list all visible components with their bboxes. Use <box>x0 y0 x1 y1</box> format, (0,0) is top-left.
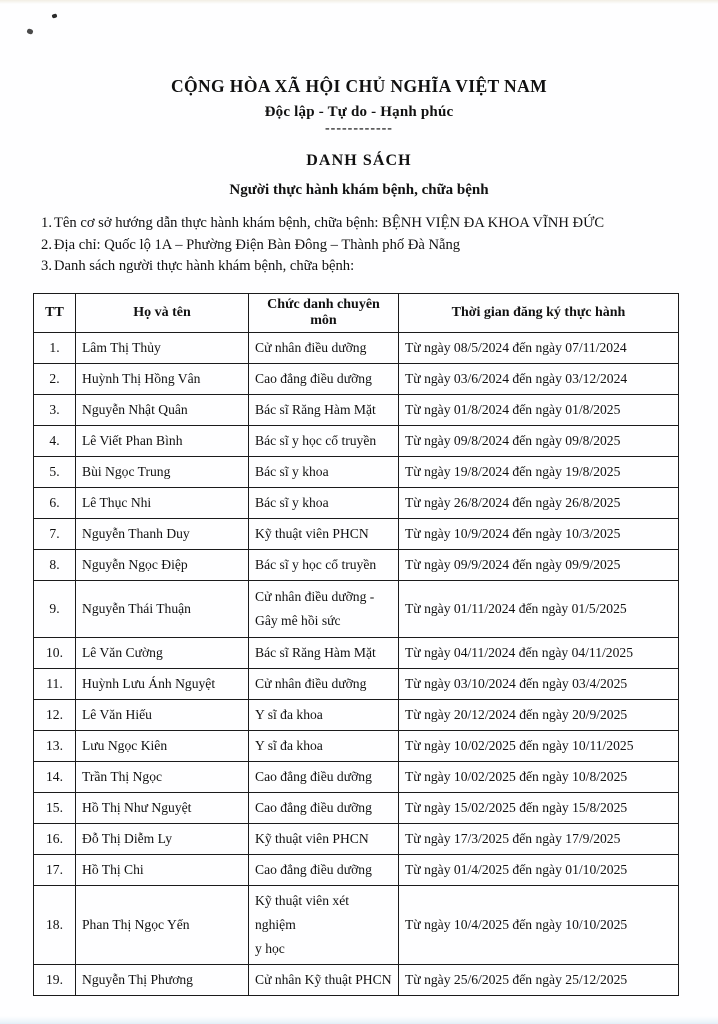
table-row <box>34 731 679 762</box>
role-line: Kỹ thuật viên xét nghiệm <box>255 893 350 932</box>
intro-list-item <box>41 213 690 234</box>
cell-period: Từ ngày 09/8/2024 đến ngày 09/8/2025 <box>399 426 679 457</box>
cell-period: Từ ngày 19/8/2024 đến ngày 19/8/2025 <box>399 457 679 488</box>
cell-period: Từ ngày 01/4/2025 đến ngày 01/10/2025 <box>399 855 679 886</box>
table-row <box>34 964 679 995</box>
intro-list-item <box>41 235 690 256</box>
column-header-time: Thời gian đăng ký thực hành <box>399 294 679 333</box>
cell-period: Từ ngày 01/11/2024 đến ngày 01/5/2025 <box>399 581 679 638</box>
cell-full-name: Đỗ Thị Diễm Ly <box>76 824 249 855</box>
cell-role: Bác sĩ Răng Hàm Mặt <box>249 638 399 669</box>
table-row <box>34 519 679 550</box>
intro-item-text: Địa chỉ: Quốc lộ 1A – Phường Điện Bàn Đông – Thành phố Đà Nẵng <box>54 236 461 253</box>
table-row <box>34 762 679 793</box>
cell-full-name: Lê Văn Hiếu <box>76 700 249 731</box>
role-line: Cử nhân điều dưỡng - <box>255 589 375 605</box>
cell-full-name: Nguyễn Nhật Quân <box>76 395 249 426</box>
cell-role: Cử nhân điều dưỡng <box>249 669 399 700</box>
cell-index: 3. <box>34 395 76 426</box>
practitioner-table <box>33 293 679 995</box>
table-row <box>34 886 679 964</box>
cell-full-name: Lâm Thị Thủy <box>76 333 249 364</box>
role-line: y học <box>255 940 285 956</box>
table-row <box>34 855 679 886</box>
table-header-row <box>34 294 679 333</box>
table-row <box>34 457 679 488</box>
cell-role: Y sĩ đa khoa <box>249 700 399 731</box>
cell-full-name: Lê Thục Nhi <box>76 488 249 519</box>
cell-period: Từ ngày 09/9/2024 đến ngày 09/9/2025 <box>399 550 679 581</box>
table-row <box>34 669 679 700</box>
cell-role: Cử nhân Kỹ thuật PHCN <box>249 964 399 995</box>
cell-index: 1. <box>34 333 76 364</box>
table-row <box>34 793 679 824</box>
cell-index: 4. <box>34 426 76 457</box>
table-row <box>34 426 679 457</box>
cell-role: Kỹ thuật viên PHCN <box>249 519 399 550</box>
cell-period: Từ ngày 10/02/2025 đến ngày 10/8/2025 <box>399 762 679 793</box>
cell-role: Kỹ thuật viên PHCN <box>249 824 399 855</box>
cell-index: 14. <box>34 762 76 793</box>
role-line: Gây mê hồi sức <box>255 613 341 629</box>
cell-index: 15. <box>34 793 76 824</box>
page-title: DANH SÁCH <box>306 152 412 169</box>
cell-full-name: Nguyễn Thị Phương <box>76 964 249 995</box>
cell-index: 19. <box>34 964 76 995</box>
cell-period: Từ ngày 10/02/2025 đến ngày 10/11/2025 <box>399 731 679 762</box>
table-row <box>34 364 679 395</box>
cell-role: Cao đẳng điều dưỡng <box>249 762 399 793</box>
cell-role: Cao đẳng điều dưỡng <box>249 364 399 395</box>
column-header-tt: TT <box>34 294 76 333</box>
cell-index: 5. <box>34 457 76 488</box>
national-title: CỘNG HÒA XÃ HỘI CHỦ NGHĨA VIỆT NAM <box>170 76 548 96</box>
cell-full-name: Lê Viết Phan Bình <box>76 426 249 457</box>
divider-dashes: ------------ <box>325 121 393 136</box>
cell-role <box>249 581 399 638</box>
cell-role: Bác sĩ Răng Hàm Mặt <box>249 395 399 426</box>
cell-index: 6. <box>34 488 76 519</box>
cell-index: 8. <box>34 550 76 581</box>
cell-period: Từ ngày 03/6/2024 đến ngày 03/12/2024 <box>399 364 679 395</box>
cell-index: 9. <box>34 581 76 638</box>
column-header-name: Họ và tên <box>76 294 249 333</box>
table-row <box>34 395 679 426</box>
cell-period: Từ ngày 10/9/2024 đến ngày 10/3/2025 <box>399 519 679 550</box>
cell-period: Từ ngày 08/5/2024 đến ngày 07/11/2024 <box>399 333 679 364</box>
cell-role: Bác sĩ y học cổ truyền <box>249 426 399 457</box>
cell-full-name: Nguyễn Ngọc Điệp <box>76 550 249 581</box>
intro-item-marker: 2. <box>41 236 52 253</box>
table-row <box>34 333 679 364</box>
column-header-role: Chức danh chuyên môn <box>249 294 399 333</box>
national-motto: Độc lập - Tự do - Hạnh phúc <box>264 104 454 120</box>
intro-item-text: Tên cơ sở hướng dẫn thực hành khám bệnh, chữa bệnh: BỆNH VIỆN ĐA KHOA VĨNH ĐỨC <box>54 215 605 231</box>
cell-role: Cao đẳng điều dưỡng <box>249 855 399 886</box>
intro-item-text: Danh sách người thực hành khám bệnh, chữa bệnh: <box>54 258 355 275</box>
page-subtitle: Người thực hành khám bệnh, chữa bệnh <box>229 182 489 198</box>
cell-period: Từ ngày 25/6/2025 đến ngày 25/12/2025 <box>399 964 679 995</box>
intro-list <box>0 213 718 277</box>
cell-full-name: Nguyễn Thanh Duy <box>76 519 249 550</box>
cell-period: Từ ngày 01/8/2024 đến ngày 01/8/2025 <box>399 395 679 426</box>
cell-full-name: Bùi Ngọc Trung <box>76 457 249 488</box>
intro-item-marker: 3. <box>41 258 52 275</box>
cell-role: Y sĩ đa khoa <box>249 731 399 762</box>
cell-period: Từ ngày 03/10/2024 đến ngày 03/4/2025 <box>399 669 679 700</box>
cell-index: 18. <box>34 886 76 964</box>
cell-full-name: Hồ Thị Như Nguyệt <box>76 793 249 824</box>
cell-index: 13. <box>34 731 76 762</box>
cell-period: Từ ngày 15/02/2025 đến ngày 15/8/2025 <box>399 793 679 824</box>
cell-full-name: Lưu Ngọc Kiên <box>76 731 249 762</box>
table-row <box>34 700 679 731</box>
table-row <box>34 550 679 581</box>
cell-index: 12. <box>34 700 76 731</box>
cell-period: Từ ngày 26/8/2024 đến ngày 26/8/2025 <box>399 488 679 519</box>
cell-full-name: Lê Văn Cường <box>76 638 249 669</box>
table-row <box>34 638 679 669</box>
cell-period: Từ ngày 10/4/2025 đến ngày 10/10/2025 <box>399 886 679 964</box>
table-row <box>34 824 679 855</box>
cell-index: 7. <box>34 519 76 550</box>
cell-full-name: Nguyễn Thái Thuận <box>76 581 249 638</box>
cell-full-name: Trần Thị Ngọc <box>76 762 249 793</box>
cell-role: Cử nhân điều dưỡng <box>249 333 399 364</box>
cell-period: Từ ngày 17/3/2025 đến ngày 17/9/2025 <box>399 824 679 855</box>
cell-index: 2. <box>34 364 76 395</box>
cell-index: 10. <box>34 638 76 669</box>
cell-role: Cao đẳng điều dưỡng <box>249 793 399 824</box>
cell-role: Bác sĩ y khoa <box>249 457 399 488</box>
cell-full-name: Hồ Thị Chi <box>76 855 249 886</box>
cell-full-name: Phan Thị Ngọc Yến <box>76 886 249 964</box>
intro-item-marker: 1. <box>41 215 52 231</box>
cell-full-name: Huỳnh Thị Hồng Vân <box>76 364 249 395</box>
intro-list-item <box>41 256 690 277</box>
cell-period: Từ ngày 20/12/2024 đến ngày 20/9/2025 <box>399 700 679 731</box>
table-row <box>34 581 679 638</box>
cell-index: 17. <box>34 855 76 886</box>
cell-full-name: Huỳnh Lưu Ánh Nguyệt <box>76 669 249 700</box>
cell-role <box>249 886 399 964</box>
cell-period: Từ ngày 04/11/2024 đến ngày 04/11/2025 <box>399 638 679 669</box>
cell-index: 16. <box>34 824 76 855</box>
cell-role: Bác sĩ y học cổ truyền <box>249 550 399 581</box>
table-body <box>34 333 679 995</box>
table-row <box>34 488 679 519</box>
table-header <box>34 294 679 333</box>
cell-index: 11. <box>34 669 76 700</box>
scan-edge-tint-bottom <box>0 1016 718 1024</box>
cell-role: Bác sĩ y khoa <box>249 488 399 519</box>
scan-edge-tint-top <box>0 0 718 4</box>
document-header <box>0 0 718 199</box>
